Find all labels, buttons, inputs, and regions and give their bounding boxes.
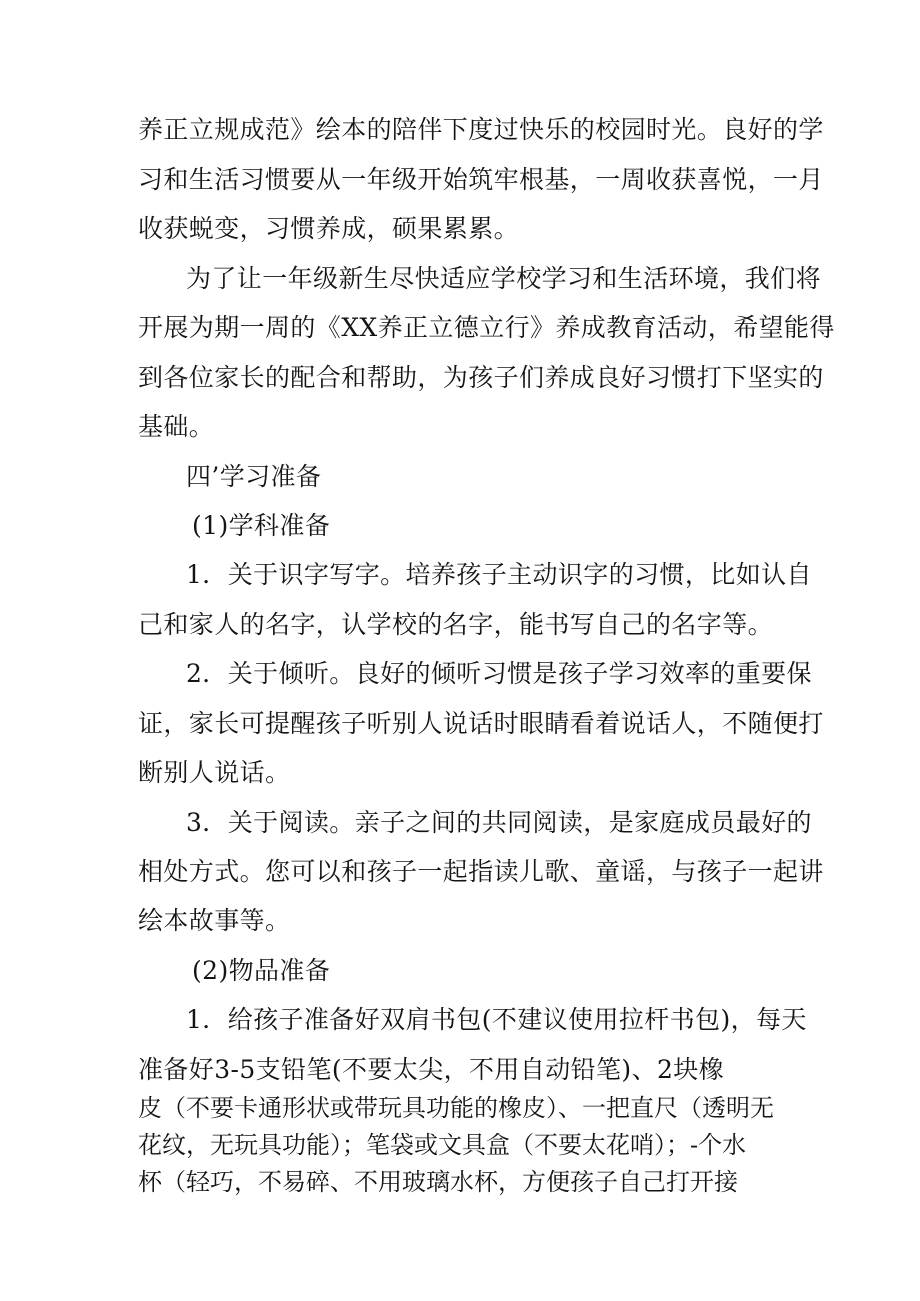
- text-line: 绘本故事等。: [138, 906, 291, 935]
- text-line: 收获蜕变，习惯养成，硕果累累。: [138, 214, 520, 243]
- text-line: 养正立规成范》绘本的陪伴下度过快乐的校园时光。良好的学: [138, 115, 824, 144]
- paragraph-first-line: 1．关于识字写字。培养孩子主动识字的习惯，比如认自: [186, 560, 812, 589]
- text-line: 相处方式。您可以和孩子一起指读儿歌、童谣，与孩子一起讲: [138, 857, 824, 886]
- text-line: 断别人说话。: [138, 758, 291, 787]
- text-line: 杯（轻巧，不易碎、不用玻璃水杯，方便孩子自己打开接: [138, 1168, 738, 1196]
- text-line: 花纹，无玩具功能）；笔袋或文具盒（不要太花哨）；-个水: [138, 1131, 747, 1159]
- subsection-heading: (1)学科准备: [192, 511, 331, 540]
- paragraph-first-line: 为了让一年级新生尽快适应学校学习和生活环境，我们将: [186, 264, 822, 293]
- text-line: 习和生活习惯要从一年级开始筑牢根基，一周收获喜悦，一月: [138, 165, 824, 194]
- text-line: 基础。: [138, 412, 215, 441]
- subsection-heading: (2)物品准备: [192, 956, 331, 985]
- text-line: 己和家人的名字，认学校的名字，能书写自己的名字等。: [138, 610, 774, 639]
- text-line: 开展为期一周的《XX养正立德立行》养成教育活动，希望能得: [138, 313, 835, 342]
- text-line: 皮（不要卡通形状或带玩具功能的橡皮）、一把直尺（透明无: [138, 1094, 774, 1122]
- paragraph-first-line: 1．给孩子准备好双肩书包(不建议使用拉杆书包)，每天: [186, 1005, 807, 1034]
- paragraph-first-line: 2．关于倾听。良好的倾听习惯是孩子学习效率的重要保: [186, 659, 812, 688]
- paragraph-first-line: 3．关于阅读。亲子之间的共同阅读，是家庭成员最好的: [186, 808, 812, 837]
- section-heading: 四’学习准备: [186, 462, 322, 491]
- text-line: 证，家长可提醒孩子听别人说话时眼睛看着说话人，不随便打: [138, 709, 824, 738]
- text-line: 到各位家长的配合和帮助，为孩子们养成良好习惯打下坚实的: [138, 363, 824, 392]
- text-line: 准备好3-5支铅笔(不要太尖，不用自动铅笔)、2块橡: [138, 1055, 725, 1084]
